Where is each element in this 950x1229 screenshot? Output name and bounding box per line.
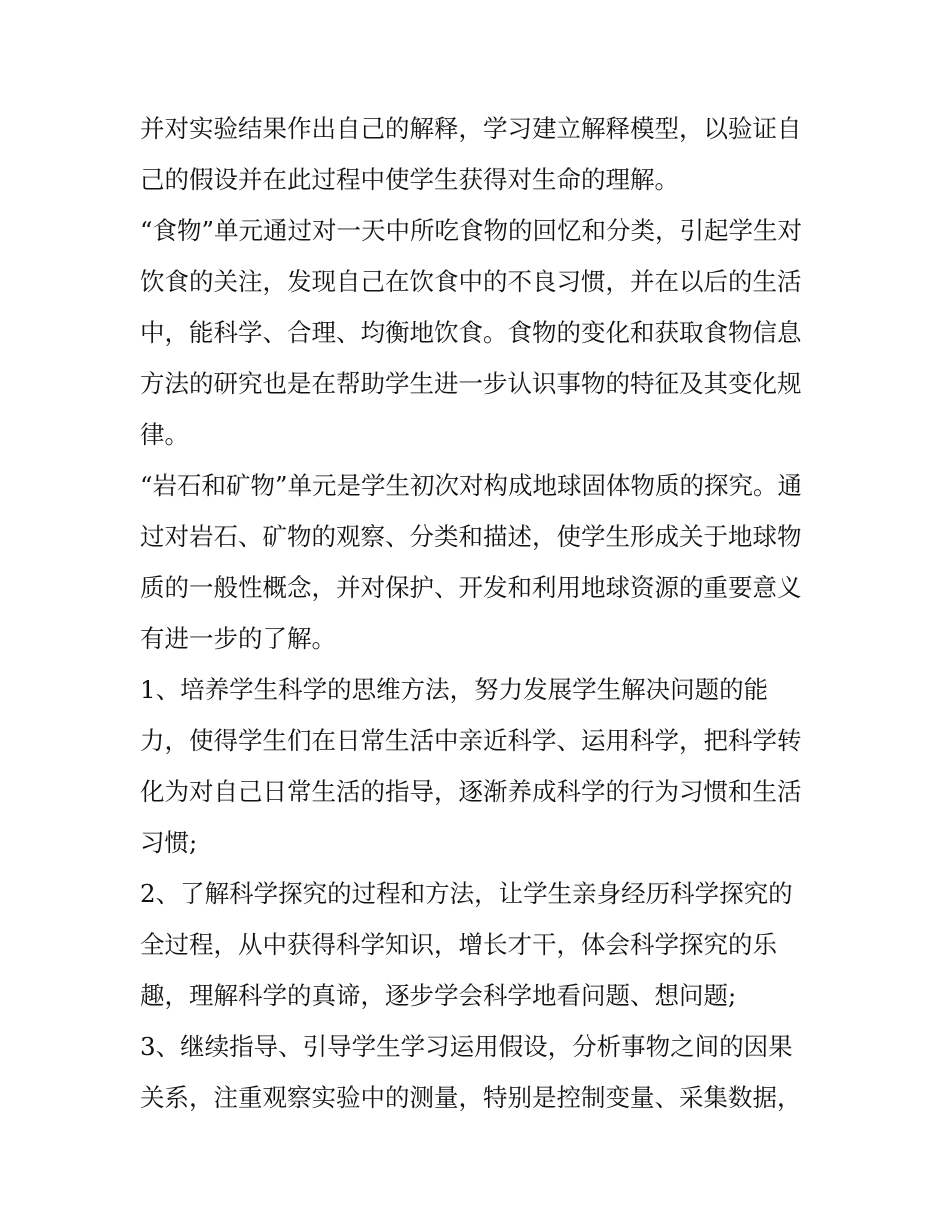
text-line: 有进一步的了解。	[140, 624, 336, 653]
text-line: 并对实验结果作出自己的解释，学习建立解释模型，以验证自	[140, 114, 802, 143]
text-line: 化为对自己日常生活的指导，逐渐养成科学的行为习惯和生活	[140, 777, 802, 806]
text-line: 方法的研究也是在帮助学生进一步认识事物的特征及其变化规	[140, 369, 802, 398]
text-line: 力，使得学生们在日常生活中亲近科学、运用科学，把科学转	[140, 726, 802, 755]
text-line: 中，能科学、合理、均衡地饮食。食物的变化和获取食物信息	[140, 318, 802, 347]
text-line: 己的假设并在此过程中使学生获得对生命的理解。	[140, 165, 679, 194]
text-line: 趣，理解科学的真谛，逐步学会科学地看问题、想问题;	[140, 981, 737, 1010]
text-line: 3、继续指导、引导学生学习运用假设，分析事物之间的因果	[140, 1032, 793, 1061]
text-line: 律。	[140, 420, 189, 449]
text-line: 质的一般性概念，并对保护、开发和利用地球资源的重要意义	[140, 573, 802, 602]
text-line: 饮食的关注，发现自己在饮食中的不良习惯，并在以后的生活	[140, 267, 802, 296]
text-line: 2、了解科学探究的过程和方法，让学生亲身经历科学探究的	[140, 879, 793, 908]
text-line: 关系，注重观察实验中的测量，特别是控制变量、采集数据，	[140, 1083, 802, 1112]
text-line: “岩石和矿物”单元是学生初次对构成地球固体物质的探究。通	[140, 471, 803, 500]
text-line: 全过程，从中获得科学知识，增长才干，体会科学探究的乐	[140, 930, 777, 959]
text-line: 过对岩石、矿物的观察、分类和描述，使学生形成关于地球物	[140, 522, 802, 551]
text-line: 习惯;	[140, 828, 198, 857]
text-line: “食物”单元通过对一天中所吃食物的回忆和分类，引起学生对	[140, 216, 803, 245]
text-line: 1、培养学生科学的思维方法，努力发展学生解决问题的能	[140, 675, 769, 704]
document-body	[140, 103, 820, 1123]
